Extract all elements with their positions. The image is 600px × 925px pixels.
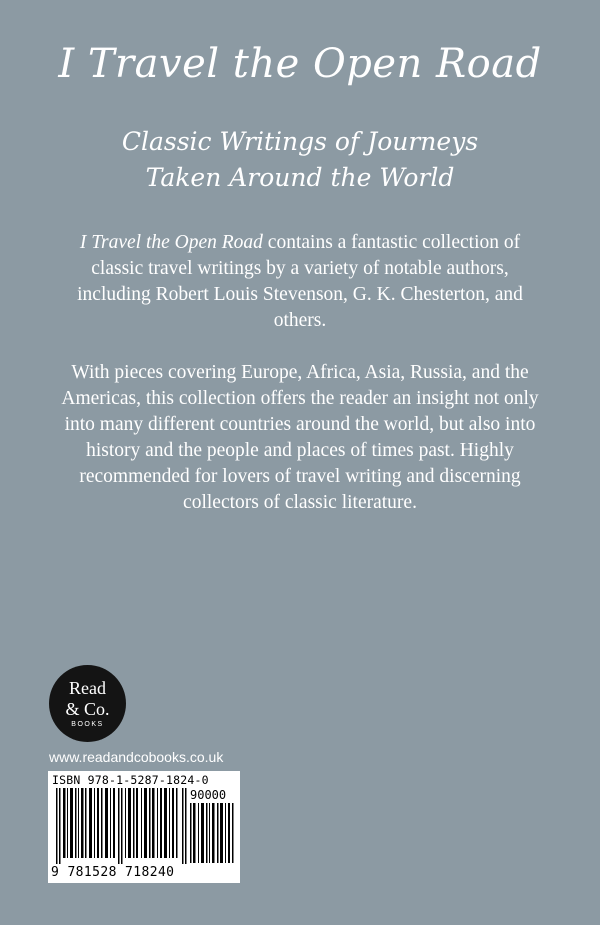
- book-subtitle: [0, 124, 600, 196]
- subtitle-line-1: Classic Writings of Journeys: [121, 127, 479, 156]
- barcode-digits: 9 781528 718240: [51, 865, 175, 880]
- blurb-paragraph-1-text: contains a fantastic collection of classic travel writings by a variety of notable authors, including Robert Louis Stevenson, G. K. Chesterton, and others.: [77, 232, 523, 331]
- publisher-logo: [49, 665, 126, 742]
- publisher-url: www.readandcobooks.co.uk: [49, 749, 224, 765]
- blurb-title-italic: I Travel the Open Road: [79, 232, 263, 253]
- addon-barcode-icon: [190, 803, 234, 863]
- blurb-paragraph-1: [60, 230, 540, 334]
- subtitle-line-2: Taken Around the World: [145, 163, 455, 192]
- barcode-bars-icon: [56, 788, 188, 864]
- isbn-text: ISBN 978-1-5287-1824-0: [52, 773, 209, 787]
- price-code: 90000: [190, 788, 227, 802]
- book-title: I Travel the Open Road: [58, 41, 542, 87]
- logo-text-books: BOOKS: [71, 721, 104, 728]
- logo-text-read: Read: [69, 678, 106, 698]
- isbn-barcode: [48, 771, 240, 883]
- blurb: [60, 230, 540, 542]
- logo-text-co: & Co.: [65, 699, 110, 719]
- blurb-paragraph-2: With pieces covering Europe, Africa, Asia, Russia, and the Americas, this collection offers the reader an insight not only into many different countries around the world, but also into history and the people and places of times past. Highly recommended for lovers of travel writing and discerning collectors of classic literature.: [61, 362, 539, 513]
